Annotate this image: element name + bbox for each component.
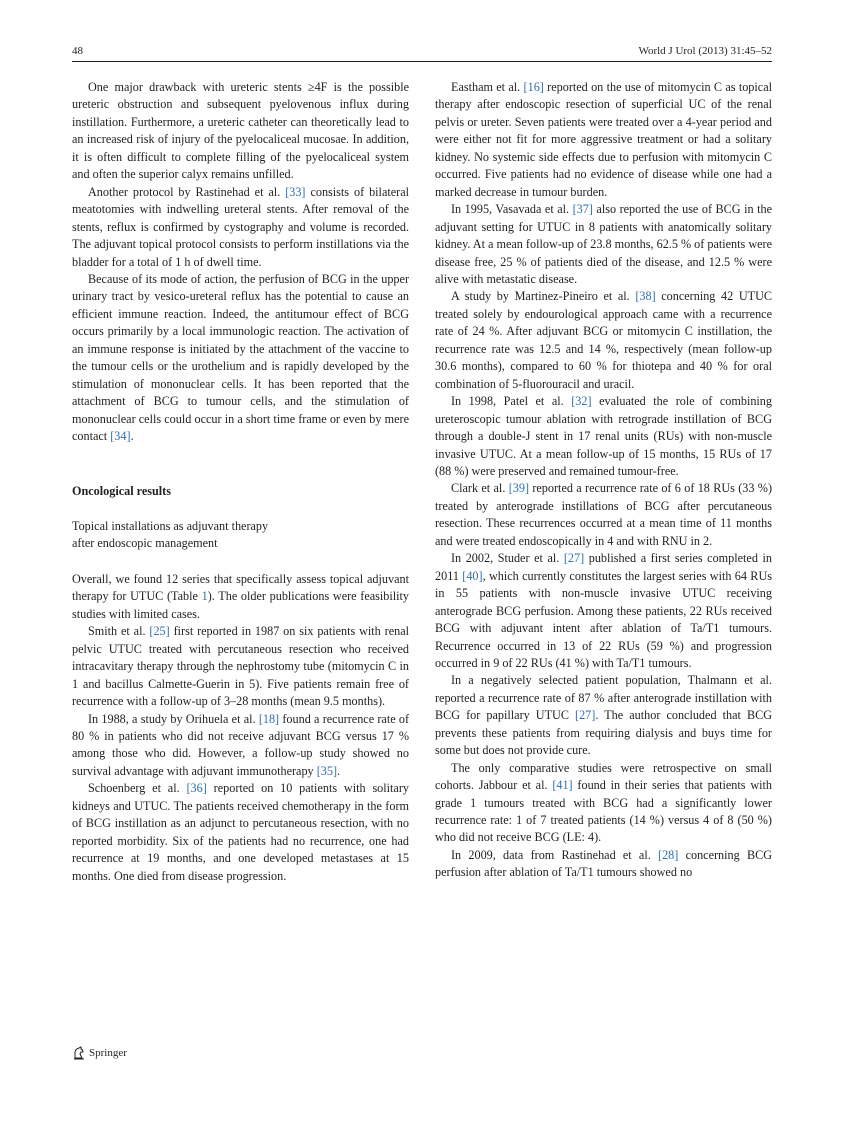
running-header [72, 44, 772, 60]
citation-link[interactable]: [41] [552, 778, 573, 793]
header-rule [72, 61, 772, 62]
right-column [435, 79, 772, 882]
paragraph: Schoenberg et al. [36] reported on 10 patients with solitary kidneys and UTUC. The patients received chemotherapy in the form of BCG instillation as an adjunct to percutaneous resection, with no reported morbidity. Six of the patients had no recurrence, one had recurrence at 19 months, and one developed metastases at 15 months. One died from disease progression. [72, 781, 409, 883]
citation-link[interactable]: [37] [572, 202, 593, 217]
paragraph: Another protocol by Rastinehad et al. [33] consists of bilateral meatotomies with indwelling ureteral stents. After removal of the stents, reflux is confirmed by cystography and volume is recorded. The adjuvant topical protocol consists to perform instillations via the bladder for a total of 1 h of dwell time. [72, 184, 409, 269]
citation-link[interactable]: [35] [316, 763, 338, 778]
table-link[interactable]: 1 [201, 589, 208, 604]
left-column [72, 79, 409, 885]
paragraph: Because of its mode of action, the perfusion of BCG in the upper urinary tract by vesico-ureteral reflux has the potential to cause an efficient immune reaction. Indeed, the antitumour effect of BCG occurs primarily by a local immunologic reaction. The activation of an immune response is initiated by the attachment of the vaccine to the tumour cells or the urothelium and is rapidly developed by the stimulation of mononuclear cells. It has been reported that the attachment of BCG to tumour cells, and the stimulation of mononuclear cells could occur in a short time frame or even by mere contact [34]. [72, 271, 409, 444]
journal-citation: World J Urol (2013) 31:45–52 [638, 45, 772, 57]
citation-link[interactable]: [32] [571, 394, 592, 409]
paragraph: In 2002, Studer et al. [27] published a first series completed in 2011 [40], which currently constitutes the largest series with 64 RUs in 55 patients with non-muscle invasive UTUC receiving anterograde BCG perfusion. Among these patients, 22 RUs received BCG with adjuvant intent after ablation of Ta/T1 tumours. Recurrence occurred in 13 of 22 RUs (59 %) and progression occurred in 9 of 22 RUs (41 %) with Ta/T1 tumours. [435, 551, 772, 670]
subsection-heading: Topical installations as adjuvant therapy after endoscopic management [72, 518, 269, 551]
springer-horse-logo-icon [72, 1046, 86, 1060]
citation-link[interactable]: [40] [462, 568, 483, 583]
page-number: 48 [72, 45, 83, 57]
publisher-footer [72, 1045, 127, 1061]
paragraph: In 2009, data from Rastinehad et al. [28] concerning BCG perfusion after ablation of Ta/T1 tumours showed no [435, 847, 773, 880]
citation-link[interactable]: [34] [110, 429, 131, 444]
citation-link[interactable]: [16] [523, 80, 544, 94]
paragraph: In 1998, Patel et al. [32] evaluated the role of combining ureteroscopic tumour ablation with retrograde instillation of BCG through a double-J stent in 17 renal units (RUs) with non-muscle invasive UTUC. At a mean follow-up of 15 months, 15 RUs of 17 (88 %) were preserved and remained tumour-free. [435, 394, 772, 478]
paragraph: Smith et al. [25] first reported in 1987 on six patients with renal pelvic UTUC treated with percutaneous resection who received intracavitary therapy through the nephrostomy tube (mitomycin C in 1 and bacillus Calmette-Guerin in 5). Five patients remain free of recurrence with a follow-up of 3–28 months (mean 9.5 months). [72, 624, 409, 709]
paragraph: Clark et al. [39] reported a recurrence rate of 6 of 18 RUs (33 %) treated by anterograde instillations of BCG after percutaneous resection. These recurrences occurred at a mean time of 11 months and were treated endoscopically in 4 and with RNU in 2. [435, 481, 773, 548]
citation-link[interactable]: [38] [635, 289, 656, 304]
paragraph: A study by Martinez-Pineiro et al. [38] concerning 42 UTUC treated solely by endourological approach came with a recurrence rate of 24 %. After adjuvant BCG or mitomycin C instillation, the recurrence rate was 12.5 and 14 %, respectively (mean follow-up 30.6 months), compared to 60 % for thiotepa and 40 % for oral combination of 5-fluorouracil and uracil. [435, 289, 772, 391]
paragraph: Overall, we found 12 series that specifically assess topical adjuvant therapy for UTUC (Table 1). The older publications were feasibility studies with limited cases. [72, 571, 409, 621]
section-heading: Oncological results [72, 483, 171, 498]
paragraph: Eastham et al. [16] reported on the use of mitomycin C as topical therapy after endoscopic resection of superficial UC of the renal pelvis or ureter. Seven patients were treated over a 4-year period and were either not fit for more aggressive treatment or had a solitary kidney. No systemic side effects due to perfusion with mitomycin C occurred. Five patients had no evidence of disease while one had a marked decrease in tumour burden. [435, 80, 772, 199]
citation-link[interactable]: [18] [258, 711, 280, 726]
paragraph: One major drawback with ureteric stents ≥4F is the possible ureteric obstruction and subsequent pyelovenous influx during instillation. Furthermore, a ureteric catheter can theoretically lead to an increased risk of injury of the pyelocaliceal mucosae. In addition, it is often difficult to complete filling of the pyelocaliceal system and often the superior calyx remains unfilled. [72, 80, 409, 182]
citation-link[interactable]: [27] [563, 551, 585, 566]
citation-link[interactable]: [33] [285, 184, 306, 199]
citation-link[interactable]: [28] [658, 847, 679, 862]
citation-link[interactable]: [36] [186, 781, 207, 796]
citation-link[interactable]: [25] [149, 624, 170, 639]
paragraph: In 1988, a study by Orihuela et al. [18] found a recurrence rate of 80 % in patients who did not receive adjuvant BCG versus 17 % among those who did. However, a follow-up study showed no survival advantage with adjuvant immunotherapy [35]. [72, 711, 410, 778]
paragraph: In a negatively selected patient population, Thalmann et al. reported a recurrence rate of 87 % after anterograde instillation with BCG for papillary UTUC [27]. The author concluded that BCG prevents these patients from requiring dialysis and buys time for some but does not provide cure. [435, 673, 773, 758]
paragraph: In 1995, Vasavada et al. [37] also reported the use of BCG in the adjuvant setting for UTUC in 8 patients with anatomically solitary kidney. At a mean follow-up of 23.8 months, 62.5 % of patients were disease free, 25 % of patients died of the disease, and 12.5 % were alive with metastatic disease. [435, 202, 773, 286]
citation-link[interactable]: [39] [508, 481, 530, 496]
paragraph: The only comparative studies were retrospective on small cohorts. Jabbour et al. [41] found in their series that patients with grade 1 tumours treated with BCG had a significantly lower recurrence rate: 1 of 7 treated patients (14 %) versus 4 of 8 (50 %) who did not receive BCG (LE: 4). [435, 760, 772, 845]
publisher-name: Springer [89, 1047, 127, 1059]
citation-link[interactable]: [27] [575, 708, 596, 723]
